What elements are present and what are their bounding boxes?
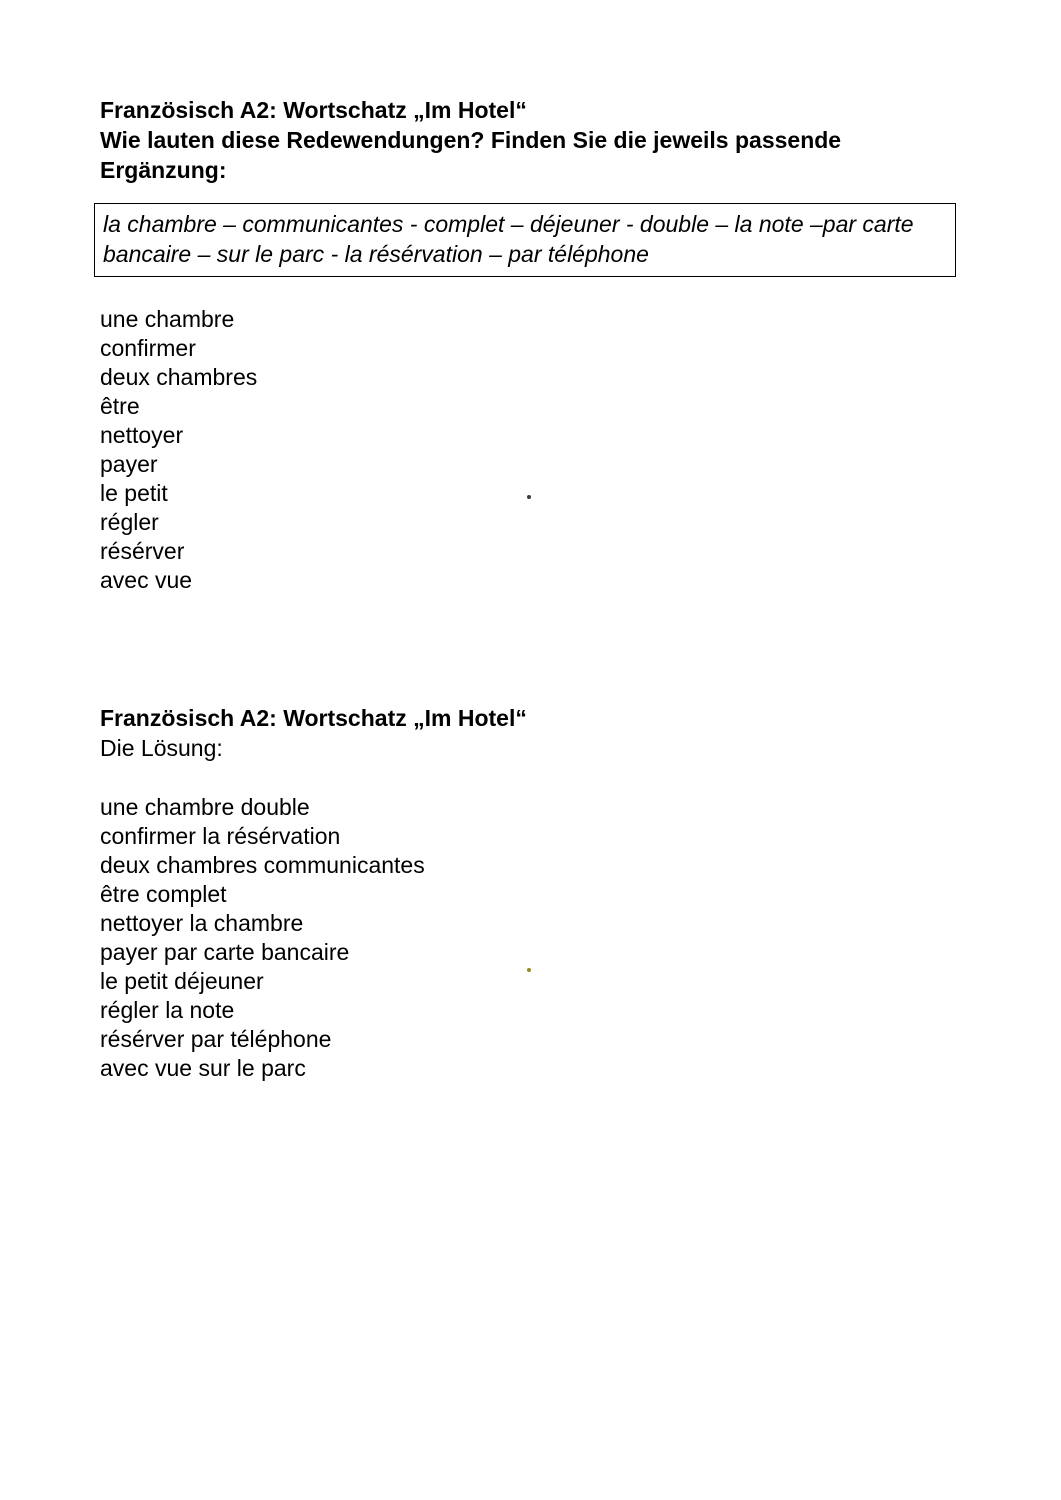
solution-item: avec vue sur le parc [100,1055,306,1081]
exercise-prompt-line1: Wie lauten diese Redewendungen? Finden Sie die jeweils passende [100,127,842,153]
solution-item: résérver par téléphone [100,1026,332,1052]
word-bank-text: la chambre – communicantes - complet – déjeuner - double – la note –par carte bancaire – sur le parc - la résérvation – par téléphone [103,211,914,267]
solution-item: régler la note [100,997,235,1023]
solution-item: payer par carte bancaire [100,939,350,965]
section-exercise [100,95,975,595]
exercise-item: résérver [100,538,185,564]
solution-item: confirmer la résérvation [100,823,341,849]
exercise-item: être [100,393,140,419]
solution-title: Französisch A2: Wortschatz „Im Hotel“ [100,705,527,731]
solution-item: être complet [100,881,227,907]
exercise-item: régler [100,509,159,535]
exercise-title: Französisch A2: Wortschatz „Im Hotel“ [100,97,527,123]
solution-subtitle: Die Lösung: [100,735,223,761]
exercise-item: le petit [100,480,168,506]
solution-item: une chambre double [100,794,310,820]
solution-item: nettoyer la chambre [100,910,304,936]
exercise-item: confirmer [100,335,196,361]
exercise-list [100,305,975,595]
document-content [100,95,975,1083]
exercise-prompt-line2: Ergänzung: [100,157,227,183]
stray-dot [527,495,531,499]
stray-dot [527,968,531,972]
solution-item: deux chambres communicantes [100,852,425,878]
section-solution [100,703,975,1083]
exercise-item: deux chambres [100,364,258,390]
solution-item: le petit déjeuner [100,968,264,994]
exercise-item: une chambre [100,306,235,332]
solution-list [100,793,975,1083]
exercise-item: payer [100,451,158,477]
exercise-item: avec vue [100,567,193,593]
word-bank-box [94,203,956,277]
exercise-item: nettoyer [100,422,184,448]
